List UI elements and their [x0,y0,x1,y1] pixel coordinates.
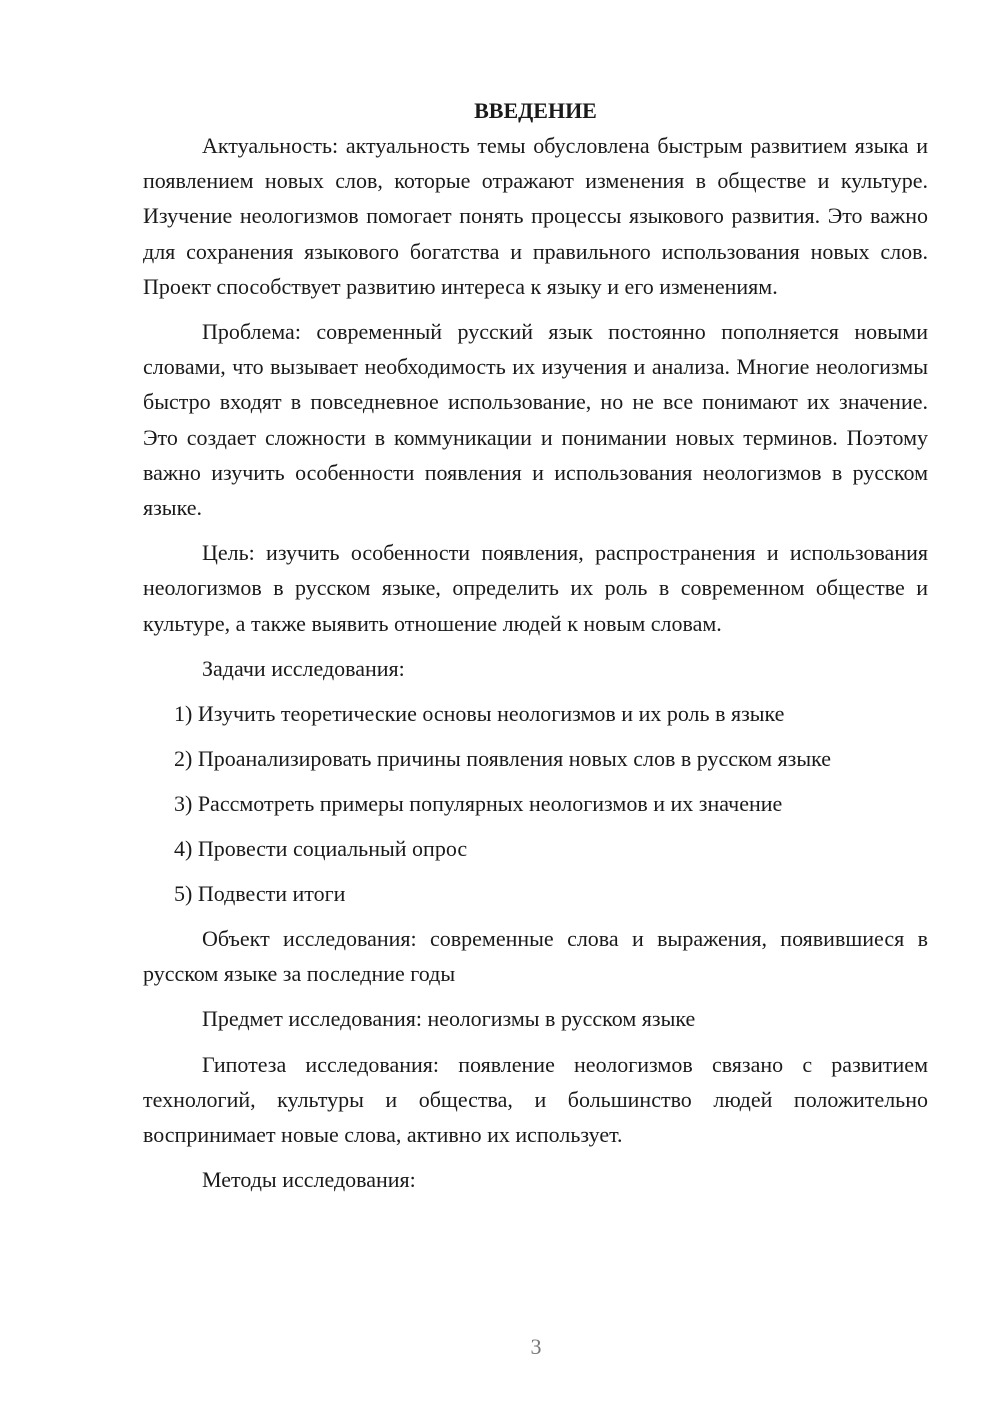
paragraph-methods: Методы исследования: [202,1167,416,1193]
section-title: ВВЕДЕНИЕ [474,98,597,123]
paragraph-goal: Цель: изучить особенности появления, распространения и использования неологизмов в русском языке, определить их роль в современном обществе и культуре, а также выявить отношение людей к новым словам. [143,540,928,636]
task-item-5: 5) Подвести итоги [174,881,346,907]
task-item-2: 2) Проанализировать причины появления новых слов в русском языке [174,746,832,772]
paragraph-object: Объект исследования: современные слова и выражения, появившиеся в русском языке за последние годы [143,926,928,987]
task-item-4: 4) Провести социальный опрос [174,836,468,862]
document-page [143,93,928,1207]
paragraph-hypothesis: Гипотеза исследования: появление неологизмов связано с развитием технологий, культуры и общества, и большинство людей положительно воспринимает новые слова, активно их использует. [143,1051,928,1148]
page-number: 3 [530,1334,542,1359]
task-item-3: 3) Рассмотреть примеры популярных неологизмов и их значение [174,791,783,817]
paragraph-subject: Предмет исследования: неологизмы в русском языке [202,1006,696,1032]
paragraph-tasks-heading: Задачи исследования: [202,655,405,681]
task-item-1: 1) Изучить теоретические основы неологизмов и их роль в языке [174,701,785,727]
paragraph-relevance: Актуальность: актуальность темы обусловлена быстрым развитием языка и появлением новых слов, которые отражают изменения в обществе и культуре. Изучение неологизмов помогает понять процессы языкового развития. Это важно для сохранения языкового богатства и правильного использования новых слов. Проект способствует развитию интереса к языку и его изменениям. [143,133,928,299]
paragraph-problem: Проблема: современный русский язык постоянно пополняется новыми словами, что вызывает необходимость их изучения и анализа. Многие неологизмы быстро входят в повседневное использование, но не все понимают их значение. Это создает сложности в коммуникации и понимании новых терминов. Поэтому важно изучить особенности появления и использования неологизмов в русском языке. [143,319,928,521]
